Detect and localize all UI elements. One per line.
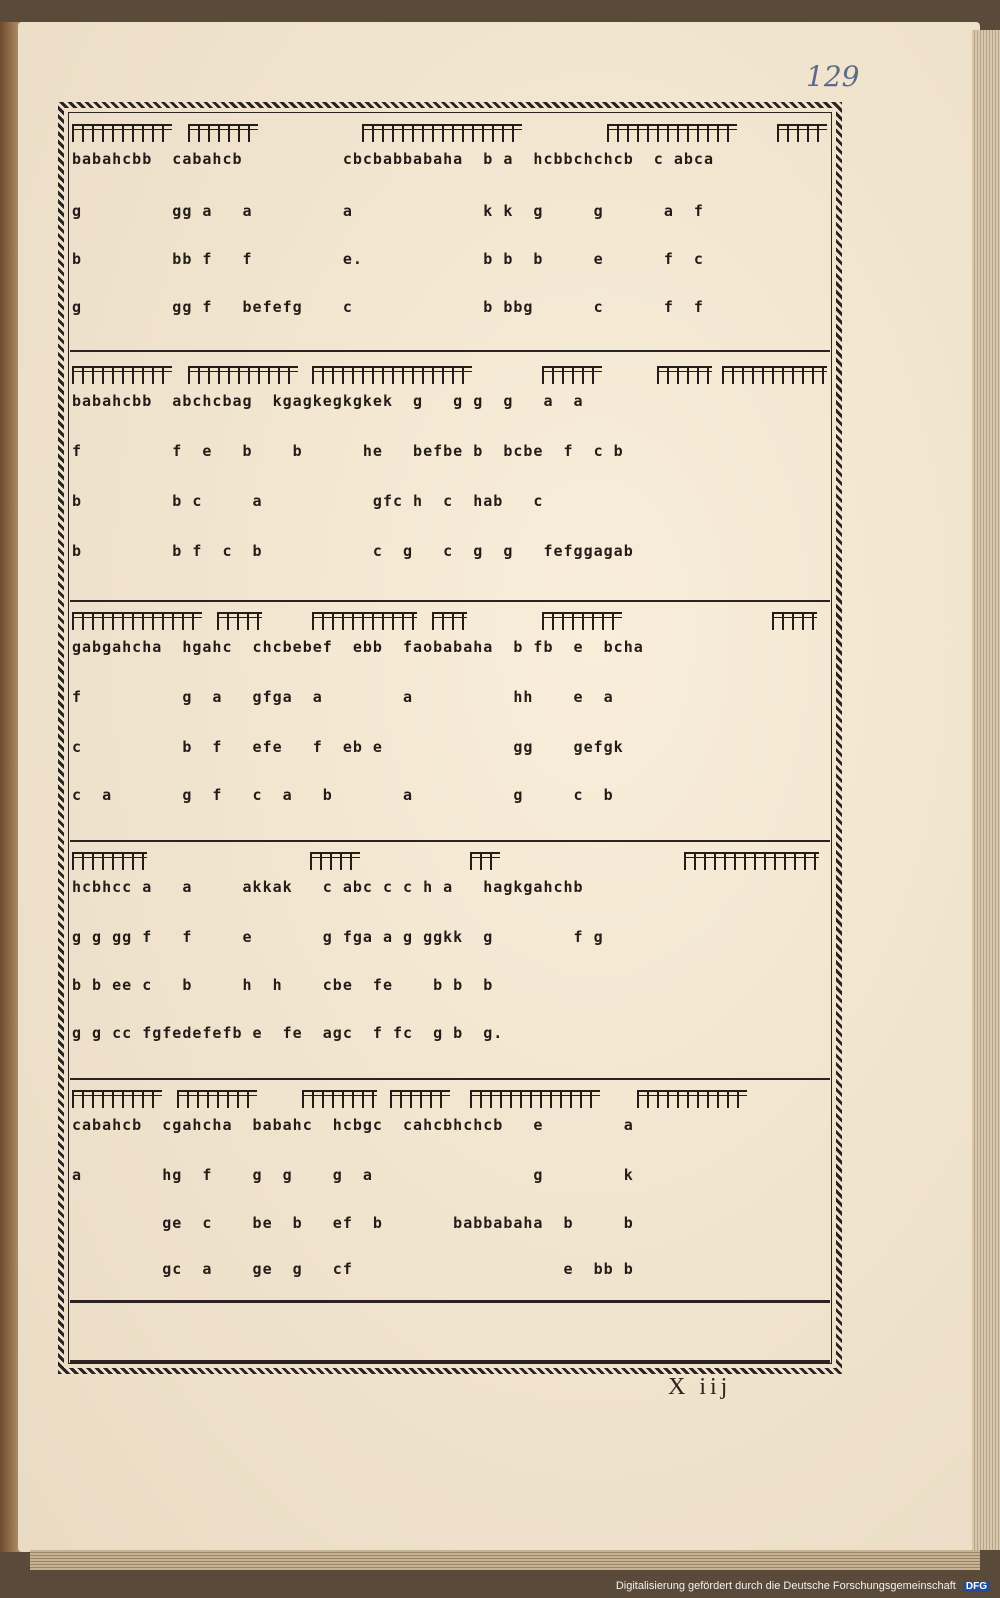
system-rule [70,1300,830,1303]
digitization-credit [616,1580,990,1592]
system-rule [70,600,830,602]
rhythm-flags [72,366,828,384]
tab-line: g gg a a a k k g g a f [72,202,704,220]
rhythm-flags [72,612,828,630]
tab-line: ge c be b ef b babbabaha b b [72,1214,634,1232]
rhythm-flags [72,1090,828,1108]
tab-line: babahcbb cabahcb cbcbabbabaha b a hcbbchchcb c abca [72,150,714,168]
tab-line: hcbhcc a a akkak c abc c c h a hagkgahchb [72,878,584,896]
system-rule [70,1360,830,1363]
tab-line: b b c a gfc h c hab c [72,492,544,510]
tab-line: cabahcb cgahcha babahc hcbgc cahcbhchcb e a [72,1116,634,1134]
page-edges-right [972,30,1000,1550]
tab-line: g g cc fgfedefefb e fe agc f fc g b g. [72,1024,504,1042]
tab-line: f f e b b he befbe b bcbe f c b [72,442,624,460]
tab-line: c a g f c a b a g c b [72,786,614,804]
tab-line: g gg f befefg c b bbg c f f [72,298,704,316]
tab-line: b b ee c b h h cbe fe b b b [72,976,494,994]
credit-text: Digitalisierung gefördert durch die Deutsche Forschungsgemeinschaft [615,1580,956,1592]
rhythm-flags [72,124,828,142]
tab-line: b bb f f e. b b b e f c [72,250,704,268]
tab-line: c b f efe f eb e gg gefgk [72,738,624,756]
dfg-logo: DFG [963,1581,990,1592]
signature-mark: X iij [668,1374,732,1400]
system-rule [70,840,830,842]
system-rule [70,350,830,352]
tab-line: b b f c b c g c g g fefggagab [72,542,634,560]
folio-number: 129 [806,60,860,93]
tab-line: g g gg f f e g fga a g ggkk g f g [72,928,604,946]
tab-line: a hg f g g g a g k [72,1166,634,1184]
tab-line: babahcbb abchcbag kgagkegkgkek g g g g a a [72,392,584,410]
tab-line: f g a gfga a a hh e a [72,688,614,706]
rhythm-flags [72,852,828,870]
tab-line: gabgahcha hgahc chcbebef ebb faobabaha b fb e bcha [72,638,644,656]
tab-line: gc a ge g cf e bb b [72,1260,634,1278]
system-rule [70,1078,830,1080]
page-edges-bottom [30,1550,980,1570]
